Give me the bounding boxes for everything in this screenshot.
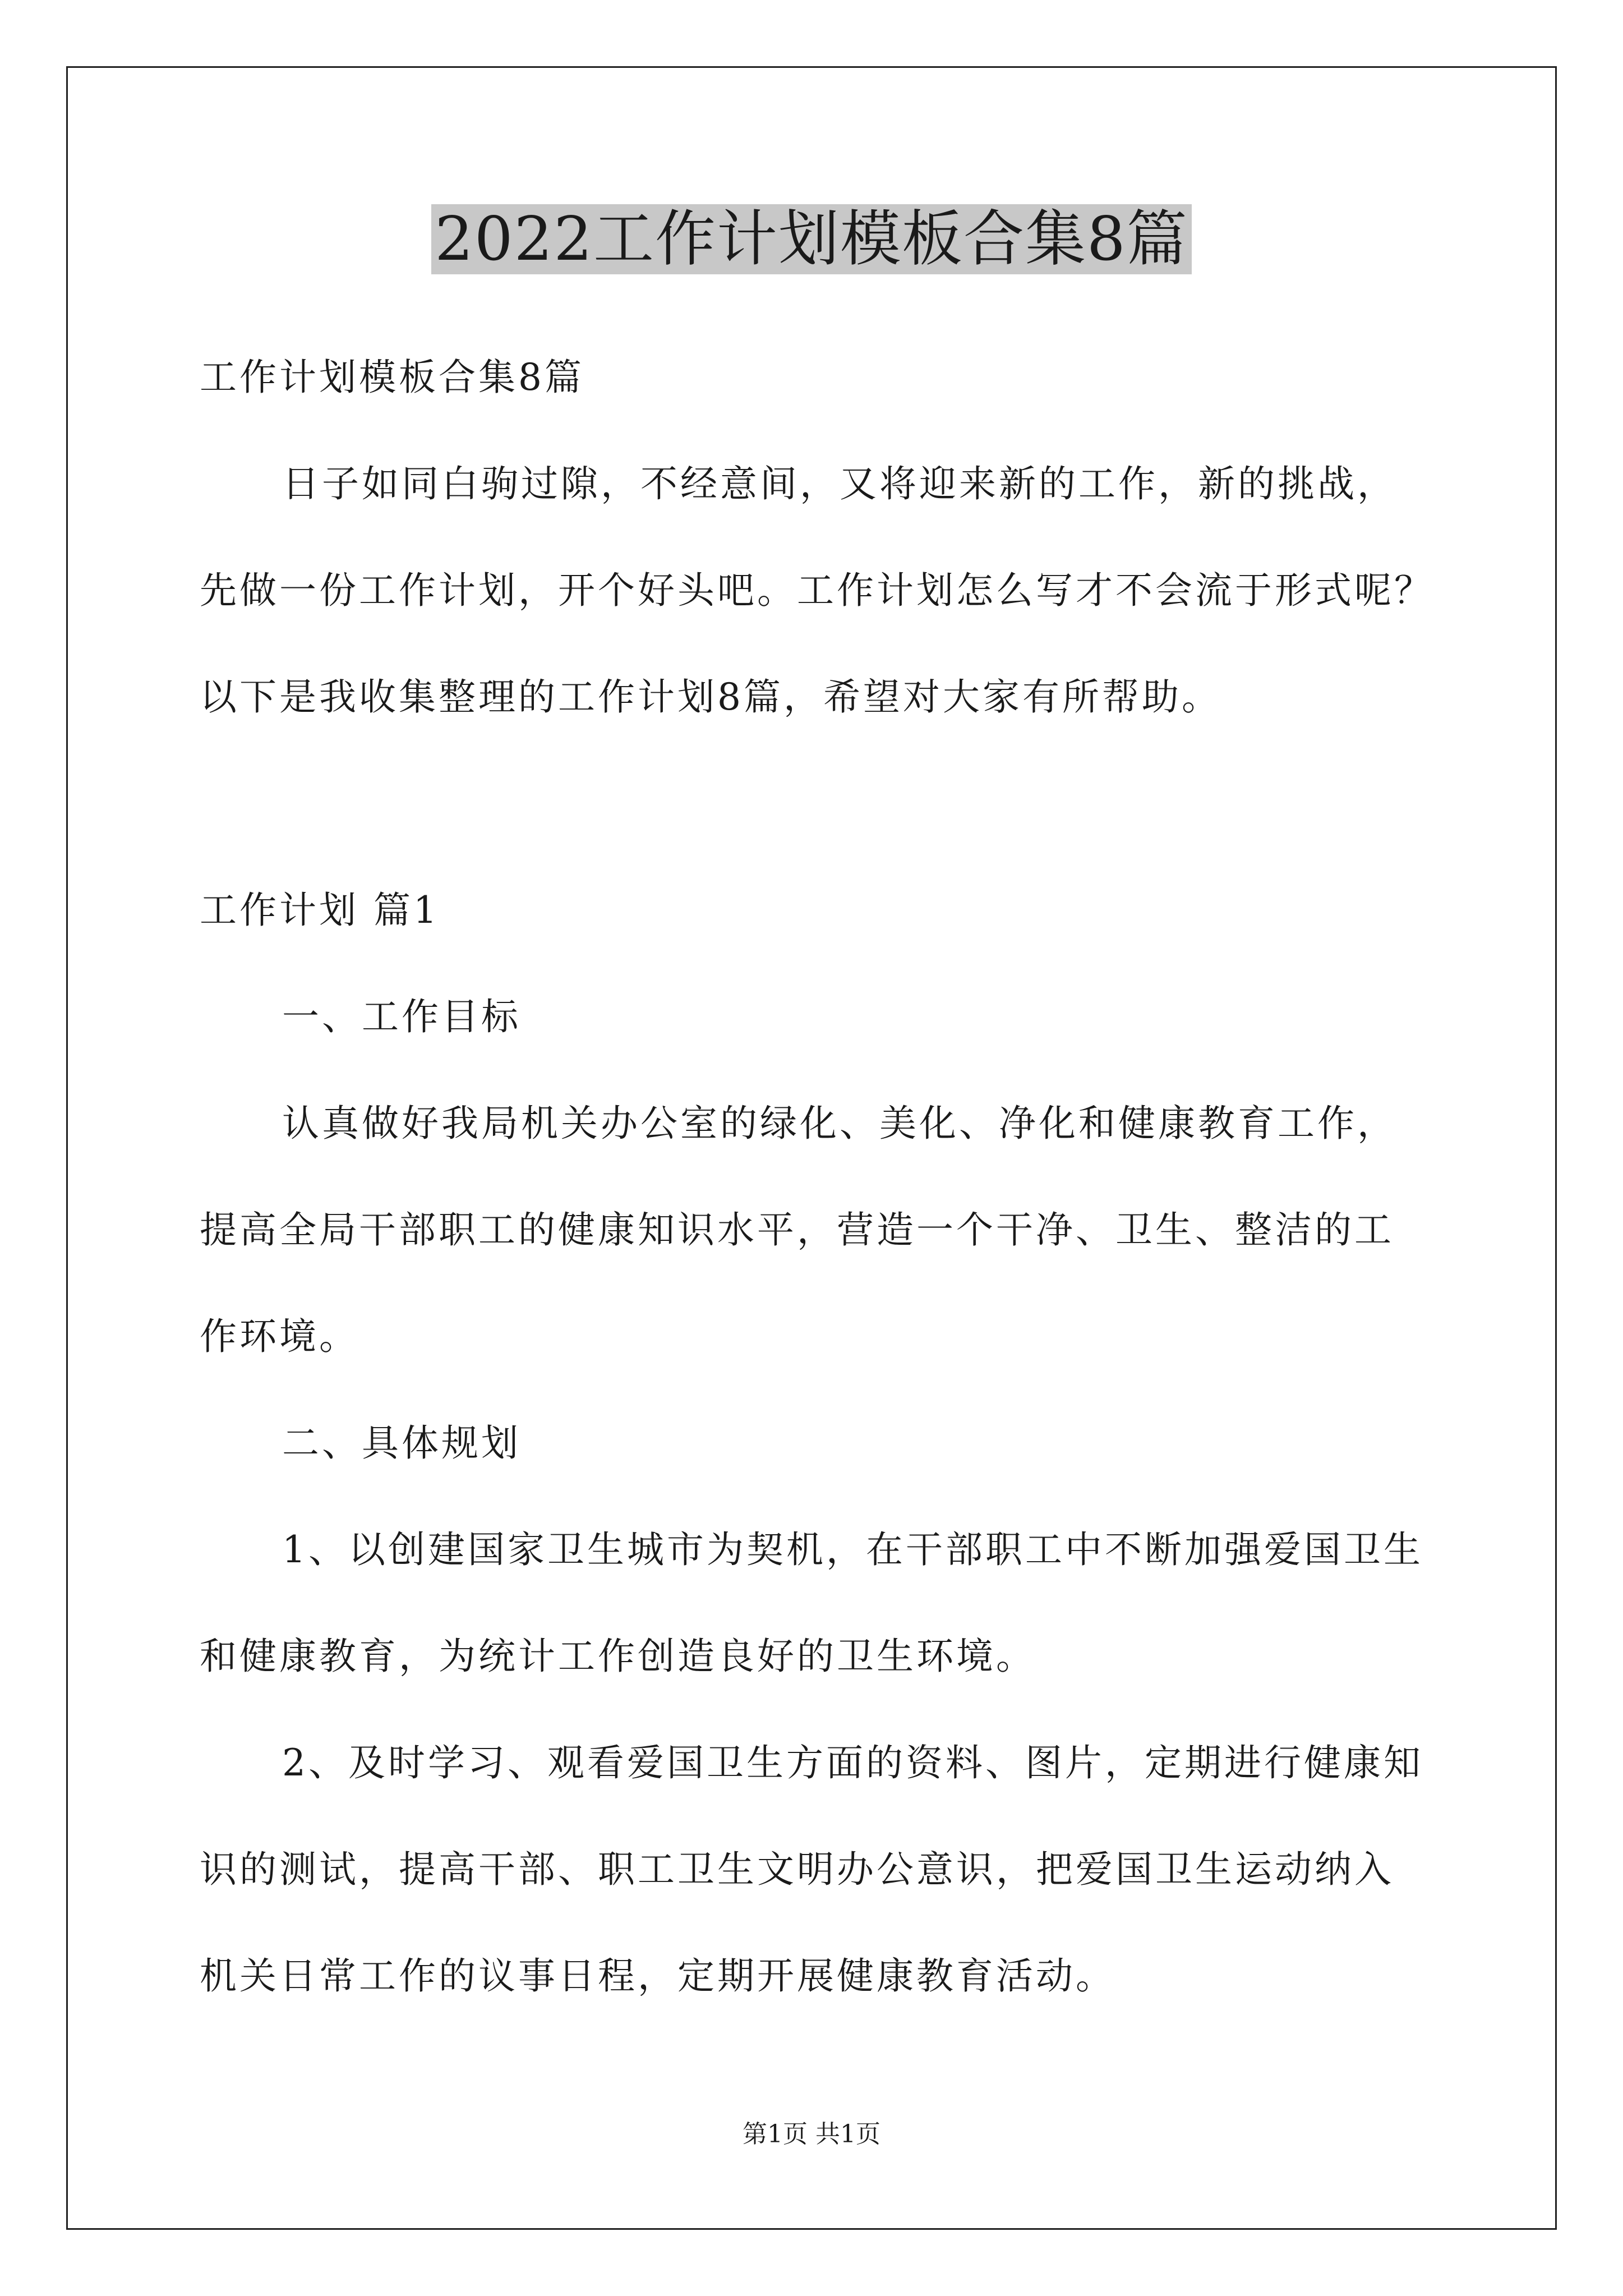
part2-heading: 二、具体规划 (282, 1421, 521, 1465)
item1-line-1: 1、以创建国家卫生城市为契机，在干部职工中不断加强爱国卫生 (282, 1528, 1423, 1571)
intro-line-3: 以下是我收集整理的工作计划8篇，希望对大家有所帮助。 (200, 675, 1221, 719)
intro-line-2: 先做一份工作计划，开个好头吧。工作计划怎么写才不会流于形式呢？ (200, 569, 1434, 612)
section-heading: 工作计划 篇1 (200, 889, 440, 932)
document-subtitle: 工作计划模板合集8篇 (200, 356, 584, 399)
page-footer: 第1页 共1页 (743, 2120, 880, 2148)
item2-line-2: 识的测试，提高干部、职工卫生文明办公意识，把爱国卫生运动纳入 (200, 1848, 1394, 1891)
item1-line-2: 和健康教育，为统计工作创造良好的卫生环境。 (200, 1635, 1036, 1678)
intro-line-1: 日子如同白驹过隙，不经意间，又将迎来新的工作，新的挑战， (282, 462, 1397, 505)
item2-line-3: 机关日常工作的议事日程，定期开展健康教育活动。 (200, 1954, 1115, 1998)
part1-line-3: 作环境。 (200, 1315, 359, 1358)
document-title-text: 2022工作计划模板合集8篇 (431, 204, 1192, 274)
part1-heading: 一、工作目标 (282, 995, 521, 1038)
item2-line-1: 2、及时学习、观看爱国卫生方面的资料、图片，定期进行健康知 (282, 1741, 1423, 1784)
part1-line-2: 提高全局干部职工的健康知识水平，营造一个干净、卫生、整洁的工 (200, 1208, 1394, 1251)
part1-line-1: 认真做好我局机关办公室的绿化、美化、净化和健康教育工作， (282, 1102, 1397, 1145)
document-title (0, 203, 1623, 276)
